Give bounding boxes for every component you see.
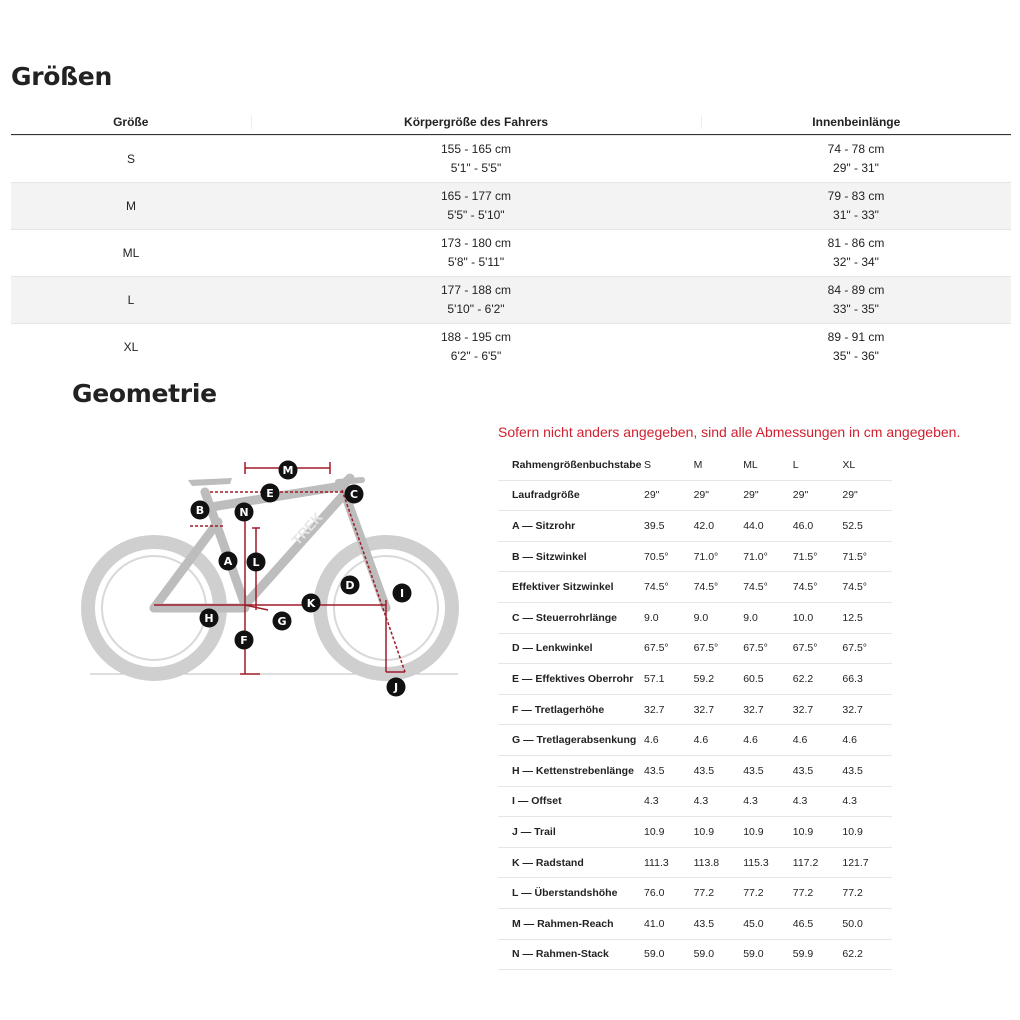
geometry-value: 67.5°	[842, 642, 868, 655]
geometry-value: 74.5°	[644, 581, 669, 594]
geometry-value: 71.5°	[792, 550, 818, 563]
geometry-row-label: E — Effektives Oberrohr	[512, 672, 634, 685]
geometry-row-label: M — Rahmen-Reach	[512, 917, 614, 930]
geometry-value: 67.5°	[743, 642, 768, 655]
geometry-value: 57.1	[644, 672, 665, 685]
geometry-value: 111.3	[644, 856, 669, 869]
geometry-value: 4.6	[743, 734, 758, 747]
marker-m	[279, 461, 298, 480]
geometry-value: 67.5°	[792, 642, 818, 655]
inseam-in: 35" - 36"	[833, 349, 879, 363]
geometry-value: 46.5	[792, 917, 814, 930]
geometry-row-label: N — Rahmen-Stack	[512, 948, 609, 961]
marker-n	[235, 503, 254, 522]
geometry-row-label: B — Sitzwinkel	[512, 550, 587, 563]
geometry-value: 4.6	[792, 734, 808, 747]
header-size-ml: ML	[743, 458, 758, 471]
marker-h	[200, 609, 219, 628]
geometry-value: 59.0	[693, 948, 715, 961]
size-cell: XL	[123, 340, 139, 354]
geometry-value: 71.0°	[693, 550, 719, 563]
geometry-value: 42.0	[693, 519, 715, 532]
marker-letter: M	[282, 464, 294, 477]
geometry-value: 71.0°	[743, 550, 768, 563]
header-size-m: M	[693, 458, 703, 471]
header-frame-size-letter: Rahmengrößenbuchstabe	[512, 458, 642, 471]
geometry-row	[498, 695, 892, 726]
geometry-value: 10.0	[792, 611, 814, 624]
geometry-value: 74.5°	[743, 581, 768, 594]
geometry-value: 59.2	[693, 672, 715, 685]
geometry-row-label: A — Sitzrohr	[512, 519, 576, 532]
marker-e	[261, 484, 280, 503]
geometry-value: 32.7	[644, 703, 665, 716]
geometry-value: 121.7	[842, 856, 869, 869]
geometry-value: 9.0	[743, 611, 758, 624]
size-row	[11, 135, 1011, 182]
inseam-cm: 89 - 91 cm	[827, 330, 885, 344]
marker-i	[393, 584, 412, 603]
geometry-value: 74.5°	[693, 581, 719, 594]
geometry-value: 43.5	[842, 764, 863, 777]
size-cell: S	[126, 152, 135, 166]
geometry-row	[498, 664, 892, 695]
geometry-value: 29"	[743, 489, 759, 502]
geometry-value: 117.2	[792, 856, 819, 869]
geometry-value: 44.0	[743, 519, 764, 532]
geometry-value: 4.6	[644, 734, 659, 747]
geometry-row	[498, 481, 892, 512]
marker-letter: G	[277, 615, 287, 628]
geometry-value: 77.2	[792, 887, 814, 900]
geometry-value: 70.5°	[644, 550, 669, 563]
header-size: Größe	[113, 114, 149, 129]
geometry-value: 113.8	[693, 856, 720, 869]
marker-letter: E	[266, 487, 274, 500]
marker-j	[387, 678, 406, 697]
geometry-row	[498, 572, 892, 603]
geometry-row-label: L — Überstandshöhe	[512, 887, 618, 900]
marker-d	[341, 576, 360, 595]
geometry-value: 4.6	[693, 734, 709, 747]
geometry-value: 59.0	[644, 948, 665, 961]
geometry-row-label: C — Steuerrohrlänge	[512, 611, 618, 624]
geometry-row-label: G — Tretlagerabsenkung	[512, 734, 637, 747]
marker-letter: A	[223, 555, 233, 568]
saddle	[188, 478, 232, 486]
frame-brand-text: TREK	[288, 508, 326, 549]
geometry-value: 77.2	[842, 887, 863, 900]
size-row	[11, 229, 1011, 276]
geometry-row	[498, 725, 892, 756]
geometry-value: 4.3	[842, 795, 857, 808]
geometry-value: 4.3	[792, 795, 808, 808]
rider-height-cell	[251, 281, 701, 319]
geometry-value: 10.9	[792, 825, 814, 838]
marker-letter: K	[306, 597, 316, 610]
rider-height-in: 5'10" - 6'2"	[447, 302, 505, 316]
inseam-in: 33" - 35"	[833, 302, 879, 316]
geometry-value: 60.5	[743, 672, 764, 685]
geometry-value: 43.5	[644, 764, 665, 777]
geometry-value: 62.2	[842, 948, 863, 961]
rider-height-in: 5'5" - 5'10"	[447, 208, 505, 222]
marker-letter: I	[399, 587, 405, 600]
geometry-value: 29"	[693, 489, 710, 502]
geometry-value: 4.3	[743, 795, 758, 808]
rider-height-cell	[251, 140, 701, 178]
geometry-title: Geometrie	[72, 379, 217, 408]
marker-letter: B	[195, 504, 205, 517]
geometry-value: 32.7	[693, 703, 715, 716]
sizes-title: Größen	[11, 62, 112, 91]
geometry-value: 43.5	[792, 764, 814, 777]
geometry-value: 4.3	[644, 795, 659, 808]
rider-height-cell	[251, 234, 701, 272]
rider-height-cm: 188 - 195 cm	[440, 330, 512, 344]
geometry-row	[498, 542, 892, 573]
geometry-row-label: J — Trail	[512, 825, 556, 838]
inseam-cell	[701, 234, 1011, 272]
rider-height-in: 5'1" - 5'5"	[450, 161, 502, 175]
geometry-row	[498, 878, 892, 909]
geometry-value: 45.0	[743, 917, 764, 930]
geometry-row-label: D — Lenkwinkel	[512, 642, 593, 655]
geometry-row-label: K — Radstand	[512, 856, 584, 869]
geometry-value: 12.5	[842, 611, 863, 624]
inseam-in: 32" - 34"	[833, 255, 879, 269]
geometry-value: 4.6	[842, 734, 857, 747]
inseam-cell	[701, 328, 1011, 366]
geometry-row-label: Laufradgröße	[512, 489, 580, 502]
size-row	[11, 182, 1011, 229]
geometry-value: 59.9	[792, 948, 814, 961]
geometry-value: 76.0	[644, 887, 665, 900]
marker-letter: D	[345, 579, 355, 592]
inseam-cm: 81 - 86 cm	[827, 236, 885, 250]
units-note: Sofern nicht anders angegeben, sind alle Abmessungen in cm angegeben.	[498, 424, 961, 440]
inseam-cell	[701, 140, 1011, 178]
marker-letter: C	[349, 488, 359, 501]
header-inseam: Innenbeinlänge	[812, 114, 901, 129]
header-size-xl: XL	[842, 458, 856, 471]
geometry-row	[498, 848, 892, 879]
geometry-value: 52.5	[842, 519, 863, 532]
geometry-value: 4.3	[693, 795, 709, 808]
geometry-value: 10.9	[842, 825, 863, 838]
geometry-value: 115.3	[743, 856, 769, 869]
marker-letter: J	[393, 681, 399, 694]
geometry-row-label: H — Kettenstrebenlänge	[512, 764, 634, 777]
rider-height-cell	[251, 328, 701, 366]
geometry-row	[498, 909, 892, 940]
size-row	[11, 276, 1011, 323]
geometry-value: 9.0	[644, 611, 659, 624]
rider-height-cm: 177 - 188 cm	[440, 283, 512, 297]
rider-height-cell	[251, 187, 701, 225]
geometry-value: 10.9	[644, 825, 665, 838]
rider-height-cm: 165 - 177 cm	[440, 189, 512, 203]
sizes-table-header	[11, 109, 1011, 135]
geometry-value: 71.5°	[842, 550, 868, 563]
geometry-row	[498, 511, 892, 542]
geometry-value: 67.5°	[644, 642, 669, 655]
marker-k	[302, 594, 321, 613]
geometry-table-header	[498, 450, 892, 481]
geometry-table	[498, 450, 892, 970]
bike-geometry-diagram	[80, 450, 470, 710]
inseam-cell	[701, 187, 1011, 225]
geometry-value: 67.5°	[693, 642, 719, 655]
geometry-value: 50.0	[842, 917, 863, 930]
rider-height-in: 6'2" - 6'5"	[450, 349, 502, 363]
geometry-value: 66.3	[842, 672, 863, 685]
geometry-value: 41.0	[644, 917, 665, 930]
geometry-row-label: I — Offset	[512, 795, 562, 808]
geometry-value: 74.5°	[842, 581, 868, 594]
geometry-value: 43.5	[693, 764, 715, 777]
inseam-in: 29" - 31"	[833, 161, 879, 175]
geometry-value: 77.2	[743, 887, 764, 900]
geometry-value: 46.0	[792, 519, 814, 532]
marker-letter: F	[240, 634, 248, 647]
marker-g	[273, 612, 292, 631]
marker-letter: L	[252, 556, 260, 569]
geometry-value: 10.9	[693, 825, 715, 838]
geometry-value: 77.2	[693, 887, 715, 900]
geometry-row	[498, 817, 892, 848]
inseam-cm: 84 - 89 cm	[827, 283, 885, 297]
geometry-value: 10.9	[743, 825, 764, 838]
geometry-row	[498, 756, 892, 787]
geometry-value: 29"	[792, 489, 809, 502]
geometry-value: 74.5°	[792, 581, 818, 594]
geometry-value: 43.5	[693, 917, 715, 930]
geometry-value: 32.7	[792, 703, 814, 716]
marker-letter: H	[204, 612, 214, 625]
size-cell: L	[127, 293, 135, 307]
marker-l	[247, 553, 266, 572]
marker-f	[235, 631, 254, 650]
rider-height-cm: 155 - 165 cm	[440, 142, 512, 156]
rider-height-in: 5'8" - 5'11"	[447, 255, 505, 269]
header-rider-height: Körpergröße des Fahrers	[251, 115, 702, 129]
geometry-value: 62.2	[792, 672, 814, 685]
marker-b	[191, 501, 210, 520]
handlebar	[338, 480, 362, 482]
geometry-value: 9.0	[693, 611, 709, 624]
inseam-cm: 79 - 83 cm	[827, 189, 885, 203]
marker-letter: N	[239, 506, 249, 519]
geometry-row-label: F — Tretlagerhöhe	[512, 703, 605, 716]
geometry-value: 32.7	[842, 703, 863, 716]
sizes-table	[11, 109, 1011, 370]
geometry-row-label: Effektiver Sitzwinkel	[512, 581, 614, 594]
header-size-s: S	[644, 458, 652, 471]
inseam-in: 31" - 33"	[833, 208, 879, 222]
geometry-row	[498, 940, 892, 971]
geometry-value: 43.5	[743, 764, 764, 777]
size-cell: ML	[122, 246, 140, 260]
geometry-row	[498, 603, 892, 634]
geometry-value: 39.5	[644, 519, 665, 532]
geometry-value: 32.7	[743, 703, 764, 716]
size-row	[11, 323, 1011, 370]
geometry-value: 29"	[644, 489, 660, 502]
inseam-cm: 74 - 78 cm	[827, 142, 885, 156]
marker-c	[345, 485, 364, 504]
geometry-row	[498, 634, 892, 665]
marker-a	[219, 552, 238, 571]
rider-height-cm: 173 - 180 cm	[440, 236, 512, 250]
geometry-value: 29"	[842, 489, 858, 502]
size-cell: M	[126, 199, 136, 213]
inseam-cell	[701, 281, 1011, 319]
geometry-value: 59.0	[743, 948, 764, 961]
geometry-row	[498, 787, 892, 818]
header-size-l: L	[792, 458, 799, 471]
